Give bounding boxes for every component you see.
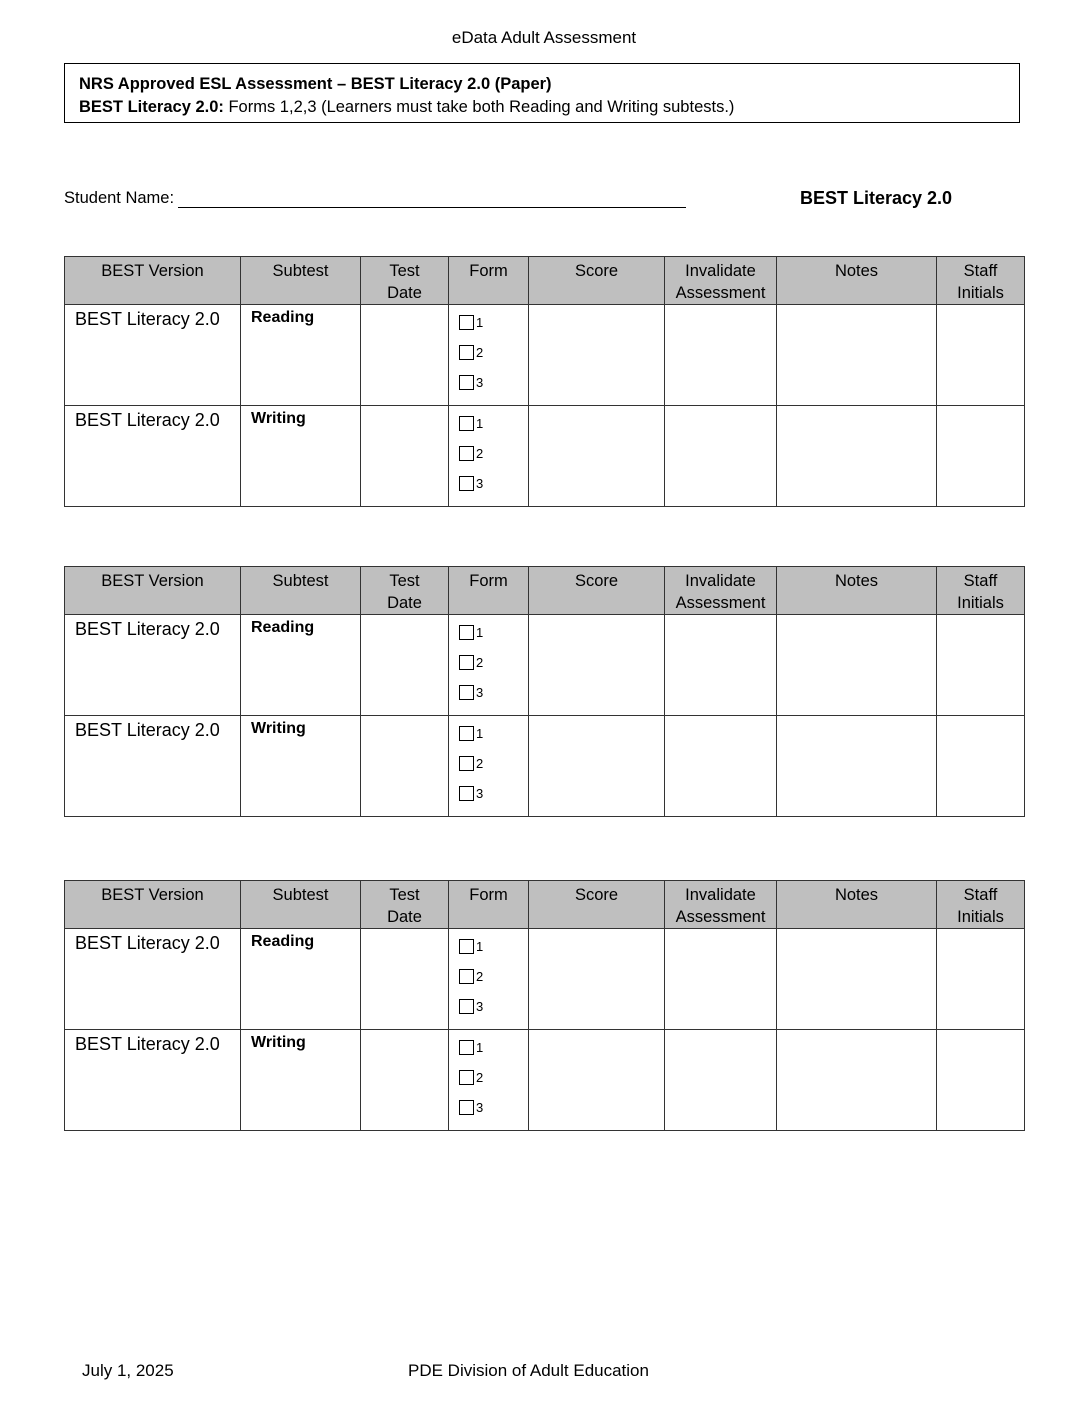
form-option[interactable] [459,931,528,961]
form-option[interactable] [459,337,528,367]
column-header [777,881,937,929]
form-cell [449,1030,529,1131]
best-version-cell: BEST Literacy 2.0 [65,929,241,1030]
column-header-line: Assessment [675,594,766,612]
column-header-line: Test [389,886,420,904]
checkbox[interactable] [459,476,474,491]
column-header [241,567,361,615]
column-header-line: Initials [957,284,1004,302]
staff-initials-cell[interactable] [937,716,1025,817]
column-header [937,881,1025,929]
form-option[interactable] [459,468,528,498]
column-header-line: Notes [834,572,879,590]
checkbox[interactable] [459,655,474,670]
form-option[interactable] [459,1092,528,1122]
form-option[interactable] [459,961,528,991]
column-header [777,567,937,615]
score-cell[interactable] [529,305,665,406]
checkbox[interactable] [459,375,474,390]
table-header-row [65,257,1025,305]
notes-cell[interactable] [777,716,937,817]
checkbox[interactable] [459,315,474,330]
column-header-line: Staff [963,572,998,590]
form-cell [449,615,529,716]
checkbox[interactable] [459,726,474,741]
form-option-label: 3 [476,998,484,1014]
form-option[interactable] [459,748,528,778]
column-header-line: Date [387,594,422,612]
table-row [65,406,1025,507]
column-header [65,567,241,615]
column-header [449,881,529,929]
checkbox[interactable] [459,756,474,771]
best-version-cell: BEST Literacy 2.0 [65,615,241,716]
form-option[interactable] [459,408,528,438]
column-header-line: Score [574,886,619,904]
score-cell[interactable] [529,716,665,817]
checkbox[interactable] [459,1070,474,1085]
staff-initials-cell[interactable] [937,929,1025,1030]
document-tag: BEST Literacy 2.0 [800,188,953,208]
subtest-cell: Writing [241,406,361,507]
column-header-line: Subtest [272,262,329,280]
score-cell[interactable] [529,929,665,1030]
subtest-cell: Reading [241,615,361,716]
column-header-line: Notes [834,262,879,280]
form-cell [449,305,529,406]
test-date-cell[interactable] [361,305,449,406]
column-header [665,881,777,929]
form-option[interactable] [459,438,528,468]
test-date-cell[interactable] [361,716,449,817]
table-row [65,615,1025,716]
student-name-field[interactable] [178,189,686,208]
form-option-label: 3 [476,475,484,491]
subtest-cell: Reading [241,929,361,1030]
form-option[interactable] [459,367,528,397]
column-header-line: Notes [834,886,879,904]
column-header [65,881,241,929]
notes-cell[interactable] [777,1030,937,1131]
score-cell[interactable] [529,1030,665,1131]
notes-cell[interactable] [777,929,937,1030]
staff-initials-cell[interactable] [937,1030,1025,1131]
column-header [241,881,361,929]
assessment-title: NRS Approved ESL Assessment – BEST Literacy 2.0 (Paper) [79,75,552,93]
column-header-line: BEST Version [101,886,204,904]
column-header [361,567,449,615]
column-header [665,257,777,305]
test-date-cell[interactable] [361,615,449,716]
subtest-cell: Reading [241,305,361,406]
column-header-line: BEST Version [101,262,204,280]
column-header-line: Score [574,572,619,590]
best-version-cell: BEST Literacy 2.0 [65,1030,241,1131]
column-header-line: Staff [963,262,998,280]
column-header [937,567,1025,615]
table-row [65,716,1025,817]
column-header [529,257,665,305]
column-header-line: Invalidate [685,886,756,904]
checkbox[interactable] [459,446,474,461]
column-header [241,257,361,305]
column-header-line: Invalidate [685,262,756,280]
column-header [65,257,241,305]
form-option-label: 1 [476,314,484,330]
column-header [937,257,1025,305]
table-header-row [65,881,1025,929]
best-version-cell: BEST Literacy 2.0 [65,305,241,406]
column-header-line: Test [389,262,420,280]
checkbox[interactable] [459,1040,474,1055]
checkbox[interactable] [459,625,474,640]
form-option[interactable] [459,778,528,808]
column-header [361,257,449,305]
column-header-line: Form [469,262,508,280]
form-option-label: 2 [476,344,484,360]
table-row [65,1030,1025,1131]
form-option[interactable] [459,307,528,337]
form-cell [449,929,529,1030]
form-option[interactable] [459,647,528,677]
score-table [64,256,1025,507]
best-version-cell: BEST Literacy 2.0 [65,406,241,507]
notes-cell[interactable] [777,615,937,716]
best-version-cell: BEST Literacy 2.0 [65,716,241,817]
table-row [65,305,1025,406]
form-option-label: 3 [476,785,484,801]
form-option-label: 3 [476,1099,484,1115]
subtest-cell: Writing [241,1030,361,1131]
column-header-line: Initials [957,594,1004,612]
column-header-line: Subtest [272,572,329,590]
invalidate-assessment-cell[interactable] [665,615,777,716]
staff-initials-cell[interactable] [937,406,1025,507]
footer-organization: PDE Division of Adult Education [408,1361,649,1380]
form-option-label: 2 [476,755,484,771]
form-option-label: 1 [476,415,484,431]
form-option-label: 3 [476,374,484,390]
column-header [777,257,937,305]
checkbox[interactable] [459,999,474,1014]
column-header-line: Subtest [272,886,329,904]
column-header-line: BEST Version [101,572,204,590]
assessment-info-box [64,63,1020,123]
checkbox[interactable] [459,939,474,954]
notes-cell[interactable] [777,305,937,406]
staff-initials-cell[interactable] [937,615,1025,716]
form-option[interactable] [459,1032,528,1062]
column-header [449,257,529,305]
forms-note-label: BEST Literacy 2.0: [79,98,224,116]
footer-date: July 1, 2025 [82,1361,174,1380]
form-option-label: 3 [476,684,484,700]
score-cell[interactable] [529,406,665,507]
form-option[interactable] [459,1062,528,1092]
invalidate-assessment-cell[interactable] [665,716,777,817]
form-option-label: 2 [476,968,484,984]
form-option-label: 2 [476,654,484,670]
checkbox[interactable] [459,1100,474,1115]
column-header-line: Form [469,886,508,904]
column-header [529,881,665,929]
column-header-line: Form [469,572,508,590]
column-header-line: Test [389,572,420,590]
invalidate-assessment-cell[interactable] [665,929,777,1030]
form-option[interactable] [459,617,528,647]
column-header-line: Date [387,284,422,302]
assessment-forms-note [79,96,1005,119]
column-header-line: Date [387,908,422,926]
student-name-label: Student Name: [64,189,175,207]
test-date-cell[interactable] [361,929,449,1030]
page-header: eData Adult Assessment [451,28,637,47]
form-option-label: 1 [476,938,484,954]
form-option[interactable] [459,718,528,748]
invalidate-assessment-cell[interactable] [665,406,777,507]
column-header-line: Initials [957,908,1004,926]
column-header-line: Assessment [675,284,766,302]
staff-initials-cell[interactable] [937,305,1025,406]
form-option-label: 2 [476,445,484,461]
form-cell [449,716,529,817]
column-header [665,567,777,615]
table-header-row [65,567,1025,615]
column-header-line: Score [574,262,619,280]
score-table [64,880,1025,1131]
forms-note-text: Forms 1,2,3 (Learners must take both Reading and Writing subtests.) [223,98,735,116]
form-option-label: 1 [476,624,484,640]
column-header-line: Staff [963,886,998,904]
form-option-label: 1 [476,725,484,741]
column-header [361,881,449,929]
form-option-label: 2 [476,1069,484,1085]
notes-cell[interactable] [777,406,937,507]
checkbox[interactable] [459,416,474,431]
checkbox[interactable] [459,345,474,360]
form-option[interactable] [459,991,528,1021]
subtest-cell: Writing [241,716,361,817]
form-option-label: 1 [476,1039,484,1055]
form-cell [449,406,529,507]
column-header [449,567,529,615]
column-header-line: Invalidate [685,572,756,590]
checkbox[interactable] [459,969,474,984]
invalidate-assessment-cell[interactable] [665,1030,777,1131]
column-header [529,567,665,615]
test-date-cell[interactable] [361,1030,449,1131]
score-cell[interactable] [529,615,665,716]
table-row [65,929,1025,1030]
form-option[interactable] [459,677,528,707]
checkbox[interactable] [459,685,474,700]
invalidate-assessment-cell[interactable] [665,305,777,406]
column-header-line: Assessment [675,908,766,926]
score-table [64,566,1025,817]
checkbox[interactable] [459,786,474,801]
student-name-row [64,189,1020,208]
test-date-cell[interactable] [361,406,449,507]
